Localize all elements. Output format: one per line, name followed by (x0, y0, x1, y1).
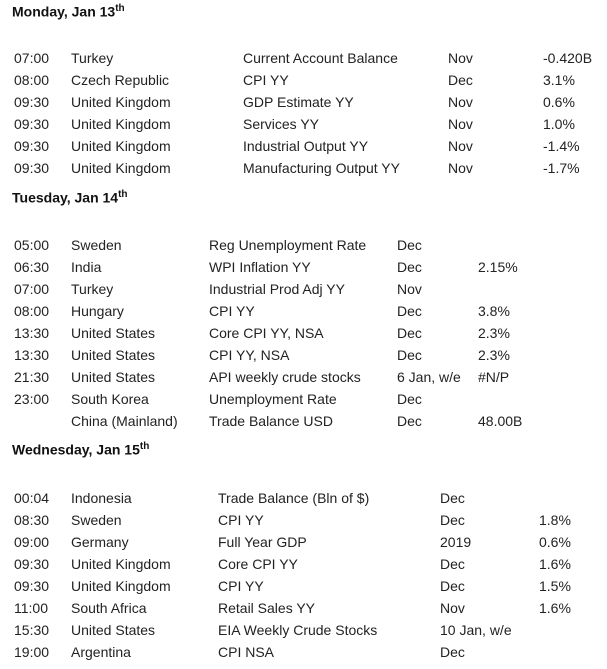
event-row (0, 641, 607, 663)
event-period: Dec (397, 303, 422, 319)
event-row (0, 366, 607, 388)
event-time: 05:00 (14, 237, 50, 253)
event-country: United States (71, 347, 156, 363)
event-indicator: WPI Inflation YY (209, 259, 311, 275)
event-value: -0.420B (543, 50, 593, 66)
event-country: United Kingdom (71, 578, 171, 594)
event-period: Dec (440, 490, 465, 506)
event-indicator: Current Account Balance (243, 50, 398, 66)
event-country: Turkey (71, 50, 114, 66)
event-time: 13:30 (14, 325, 50, 341)
event-country: Turkey (71, 281, 114, 297)
event-indicator: Trade Balance (Bln of $) (218, 490, 370, 506)
event-row (0, 91, 607, 113)
event-value: 1.0% (543, 116, 575, 132)
event-country: Indonesia (71, 490, 132, 506)
event-indicator: Manufacturing Output YY (243, 160, 400, 176)
event-value: 0.6% (543, 94, 575, 110)
event-time: 07:00 (14, 281, 50, 297)
event-period: Dec (440, 578, 465, 594)
event-country: United Kingdom (71, 94, 171, 110)
event-indicator: GDP Estimate YY (243, 94, 354, 110)
event-row (0, 113, 607, 135)
event-country: Czech Republic (71, 72, 170, 88)
day-heading-date: Wednesday, Jan 15 (12, 441, 140, 458)
event-country: United States (71, 325, 156, 341)
event-country: Sweden (71, 237, 122, 253)
event-period: Nov (448, 116, 473, 132)
event-value: 48.00B (478, 413, 523, 429)
event-row (0, 410, 607, 432)
event-time: 21:30 (14, 369, 50, 385)
event-period: Dec (397, 237, 422, 253)
event-time: 13:30 (14, 347, 50, 363)
event-indicator: EIA Weekly Crude Stocks (218, 622, 378, 638)
event-value: 1.8% (539, 512, 571, 528)
event-indicator: Industrial Output YY (243, 138, 369, 154)
event-period: Dec (397, 259, 422, 275)
event-row (0, 69, 607, 91)
day-heading-date: Monday, Jan 13 (12, 3, 116, 20)
event-indicator: Core CPI YY, NSA (209, 325, 324, 341)
event-time: 09:30 (14, 116, 50, 132)
event-row (0, 135, 607, 157)
event-value: #N/P (478, 369, 510, 385)
event-period: Dec (397, 413, 422, 429)
event-row (0, 157, 607, 179)
event-period: Nov (448, 94, 473, 110)
event-row (0, 575, 607, 597)
event-row (0, 344, 607, 366)
day-heading (12, 189, 128, 206)
event-period: Dec (397, 347, 422, 363)
event-indicator: Core CPI YY (218, 556, 298, 572)
event-value: 1.6% (539, 556, 571, 572)
event-country: Argentina (71, 644, 131, 660)
event-indicator: CPI YY (218, 578, 264, 594)
event-time: 09:30 (14, 160, 50, 176)
event-period: Nov (397, 281, 422, 297)
event-country: United States (71, 369, 156, 385)
event-time: 08:00 (14, 72, 50, 88)
event-period: Dec (397, 391, 422, 407)
day-heading-suffix: th (115, 3, 125, 14)
event-value: -1.4% (543, 138, 580, 154)
event-period: Dec (448, 72, 473, 88)
event-country: Hungary (71, 303, 124, 319)
day-heading-date: Tuesday, Jan 14 (12, 189, 119, 206)
event-row (0, 487, 607, 509)
event-country: United Kingdom (71, 138, 171, 154)
event-time: 06:30 (14, 259, 50, 275)
event-indicator: Unemployment Rate (209, 391, 337, 407)
day-heading (12, 3, 125, 20)
event-period: 2019 (440, 534, 472, 550)
event-period: Dec (440, 556, 465, 572)
event-indicator: Reg Unemployment Rate (209, 237, 367, 253)
event-time: 11:00 (14, 600, 48, 616)
event-time: 08:00 (14, 303, 50, 319)
event-value: 2.15% (478, 259, 518, 275)
event-indicator: CPI YY (218, 512, 264, 528)
event-value: 2.3% (478, 347, 510, 363)
event-period: Dec (440, 644, 465, 660)
day-heading (12, 441, 149, 458)
event-indicator: Services YY (243, 116, 319, 132)
event-value: 2.3% (478, 325, 510, 341)
event-row (0, 47, 607, 69)
event-row (0, 509, 607, 531)
event-time: 07:00 (14, 50, 50, 66)
event-row (0, 278, 607, 300)
event-period: Dec (440, 512, 465, 528)
event-time: 09:30 (14, 138, 50, 154)
event-value: 0.6% (539, 534, 571, 550)
event-country: United Kingdom (71, 556, 171, 572)
event-row (0, 619, 607, 641)
event-country: India (71, 259, 102, 275)
event-value: 1.5% (539, 578, 571, 594)
event-value: 3.1% (543, 72, 575, 88)
event-time: 09:30 (14, 578, 50, 594)
event-value: -1.7% (543, 160, 580, 176)
event-period: Nov (448, 160, 473, 176)
event-row (0, 531, 607, 553)
event-country: South Africa (71, 600, 147, 616)
event-indicator: Trade Balance USD (209, 413, 333, 429)
event-country: China (Mainland) (71, 413, 178, 429)
event-country: South Korea (71, 391, 149, 407)
event-indicator: CPI YY (243, 72, 289, 88)
event-indicator: Industrial Prod Adj YY (209, 281, 345, 297)
event-time: 09:00 (14, 534, 50, 550)
event-indicator: CPI YY (209, 303, 255, 319)
event-period: 10 Jan, w/e (440, 622, 512, 638)
event-indicator: Full Year GDP (218, 534, 307, 550)
event-period: Nov (448, 138, 473, 154)
event-period: Nov (448, 50, 473, 66)
event-value: 1.6% (539, 600, 571, 616)
event-country: United States (71, 622, 156, 638)
event-row (0, 553, 607, 575)
event-time: 19:00 (14, 644, 50, 660)
event-period: Nov (440, 600, 465, 616)
event-indicator: API weekly crude stocks (209, 369, 361, 385)
event-row (0, 322, 607, 344)
event-country: Germany (71, 534, 129, 550)
event-time: 09:30 (14, 94, 50, 110)
event-row (0, 597, 607, 619)
event-country: United Kingdom (71, 116, 171, 132)
event-row (0, 300, 607, 322)
day-heading-suffix: th (118, 189, 128, 200)
event-time: 23:00 (14, 391, 50, 407)
event-value: 3.8% (478, 303, 510, 319)
event-indicator: CPI NSA (218, 644, 275, 660)
event-indicator: Retail Sales YY (218, 600, 316, 616)
event-indicator: CPI YY, NSA (209, 347, 290, 363)
event-time: 08:30 (14, 512, 50, 528)
event-time: 09:30 (14, 556, 50, 572)
event-time: 15:30 (14, 622, 50, 638)
event-row (0, 234, 607, 256)
day-heading-suffix: th (139, 441, 150, 452)
event-country: United Kingdom (71, 160, 171, 176)
event-row (0, 256, 607, 278)
event-period: Dec (397, 325, 422, 341)
event-row (0, 388, 607, 410)
event-period: 6 Jan, w/e (397, 369, 461, 385)
event-country: Sweden (71, 512, 122, 528)
event-time: 00:04 (14, 490, 50, 506)
